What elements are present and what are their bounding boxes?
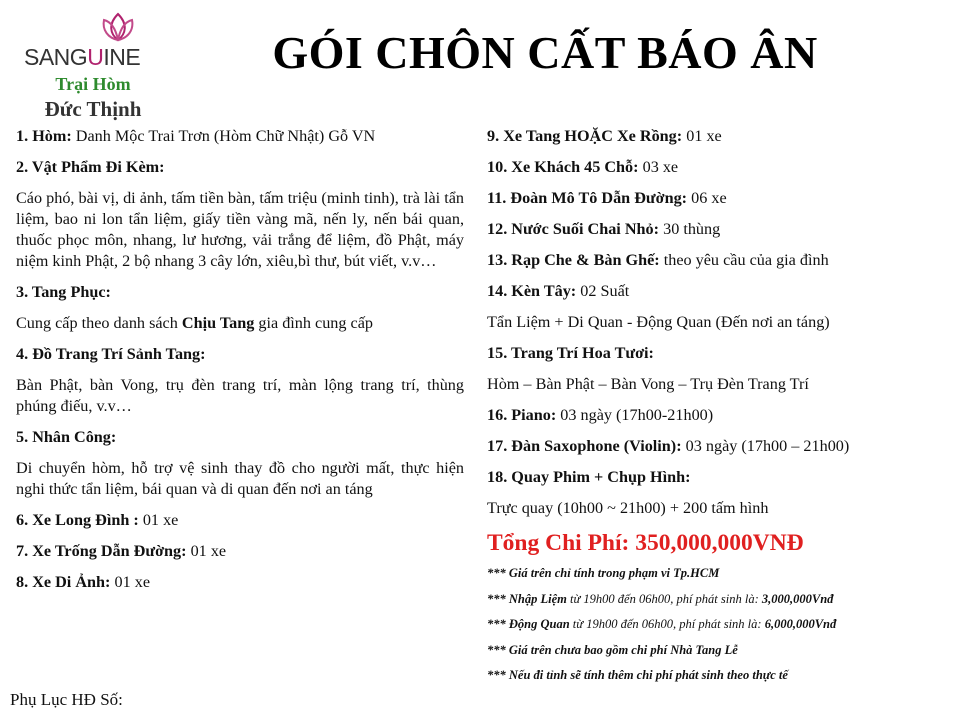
item-18-description: Trực quay (10h00 ~ 21h00) + 200 tấm hình [487,499,769,517]
logo-subtitle: Trại Hòm [55,74,131,94]
total-cost: Tổng Chi Phí: 350,000,000VNĐ [487,530,804,556]
left-column [16,126,464,603]
item-9: 9. Xe Tang HOẶC Xe Rồng: 01 xe [487,127,722,145]
note-1: *** Giá trên chỉ tính trong phạm vi Tp.HCM [487,566,720,580]
item-3-description: Cung cấp theo danh sách Chịu Tang gia đình cung cấp [16,314,373,332]
note-2: *** Nhập Liệm từ 19h00 đến 06h00, phí phát sinh là: 3,000,000Vnđ [487,591,834,606]
item-14-description: Tẩn Liệm + Di Quan - Động Quan (Đến nơi an táng) [487,313,830,331]
brand-name: SANGUINE [24,44,141,70]
item-15-description: Hòm – Bàn Phật – Bàn Vong – Trụ Đèn Trang Trí [487,375,809,393]
item-2-heading: 2. Vật Phẩm Đi Kèm: [16,158,165,176]
lotus-flower-icon [100,12,136,42]
logo-company-name: Đức Thịnh [44,97,142,121]
item-15-heading: 15. Trang Trí Hoa Tươi: [487,344,654,362]
note-5: *** Nếu đi tỉnh sẽ tính thêm chi phí phát sinh theo thực tế [487,668,788,682]
item-10: 10. Xe Khách 45 Chỗ: 03 xe [487,158,679,176]
page-title: GÓI CHÔN CẤT BÁO ÂN [272,27,818,78]
note-4: *** Giá trên chưa bao gồm chi phí Nhà Tang Lễ [487,642,738,657]
item-5-description: Di chuyển hòm, hỗ trợ vệ sinh thay đồ cho người mất, thực hiện nghi thức tẩn liệm, bái quan và di quan đến nơi an táng [16,459,464,498]
item-5-heading: 5. Nhân Công: [16,428,117,446]
item-4-description: Bàn Phật, bàn Vong, trụ đèn trang trí, màn lộng trang trí, thùng phúng điếu, v.v… [16,376,464,415]
item-1: 1. Hòm: Danh Mộc Trai Trơn (Hòm Chữ Nhật) Gỗ VN [16,127,376,145]
logo [18,8,168,121]
item-14: 14. Kèn Tây: 02 Suất [487,282,630,300]
item-11: 11. Đoàn Mô Tô Dẫn Đường: 06 xe [487,189,727,207]
item-2-description: Cáo phó, bài vị, di ảnh, tấm tiền bàn, tấm triệu (minh tinh), trà lài tẩn liệm, bao ni lon tẩn liệm, giấy tiền vàng mã, nến ly, nến bái quan, thuốc phọc môn, nhang, lư hương, vải trắng để liệm, đồ Phật, máy niệm kinh Phật, 2 bộ nhang 3 cây lớn, xiêu,bì thư, bút viết, v.v… [16,189,464,270]
item-16: 16. Piano: 03 ngày (17h00-21h00) [487,406,714,424]
item-13: 13. Rạp Che & Bàn Ghế: theo yêu cầu của gia đình [487,251,829,269]
item-7: 7. Xe Trống Dẫn Đường: 01 xe [16,542,227,560]
item-6: 6. Xe Long Đình : 01 xe [16,511,179,529]
item-8: 8. Xe Di Ảnh: 01 xe [16,573,150,591]
item-18-heading: 18. Quay Phim + Chụp Hình: [487,468,691,486]
item-4-heading: 4. Đồ Trang Trí Sảnh Tang: [16,345,206,363]
right-column [487,126,947,693]
item-17: 17. Đàn Saxophone (Violin): 03 ngày (17h00 – 21h00) [487,437,850,455]
note-3: *** Động Quan từ 19h00 đến 06h00, phí phát sinh là: 6,000,000Vnđ [487,617,837,631]
appendix-label: Phụ Lục HĐ Số: [10,690,123,709]
item-12: 12. Nước Suối Chai Nhỏ: 30 thùng [487,220,721,238]
item-3-heading: 3. Tang Phục: [16,283,111,301]
